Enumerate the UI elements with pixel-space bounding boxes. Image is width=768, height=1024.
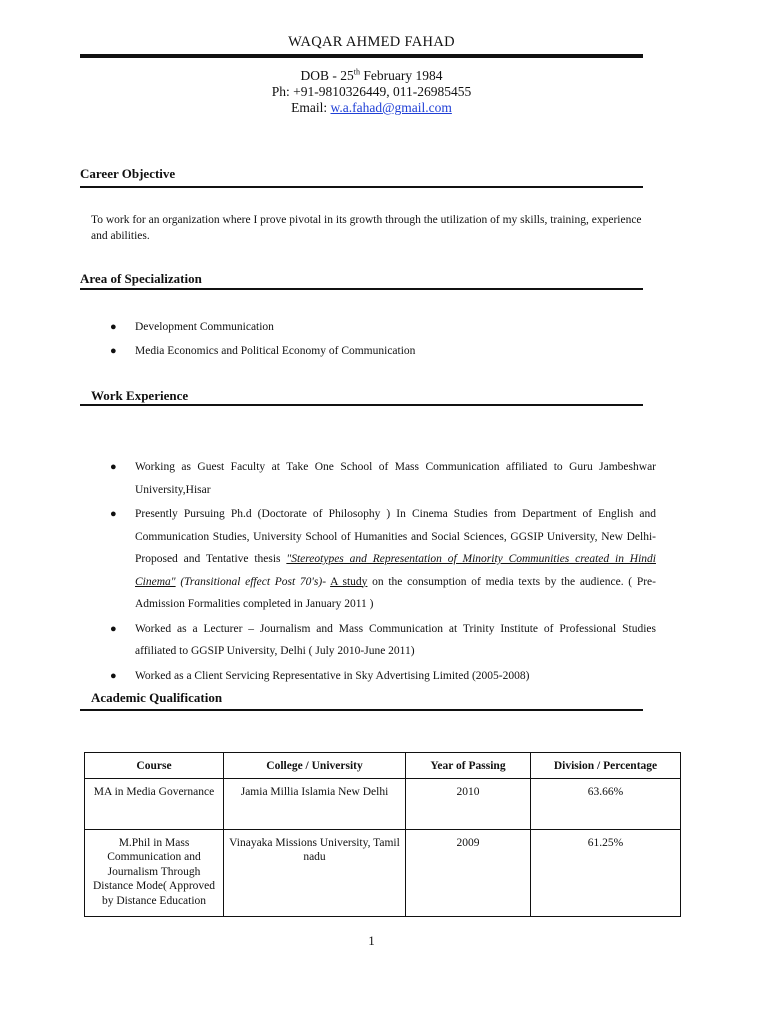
page-number: 1: [368, 933, 375, 948]
dob-prefix: DOB - 25: [300, 68, 354, 83]
list-item: ● Working as Guest Faculty at Take One School of Mass Communication affiliated to Guru Jambeshwar University,Hisar: [110, 456, 656, 501]
email-link[interactable]: w.a.fahad@gmail.com: [330, 100, 452, 115]
email-line: [80, 100, 663, 116]
study-phrase: A study: [330, 575, 368, 588]
table-cell: 2009: [406, 829, 531, 916]
thesis-title: "Stereotypes and Representation of Minority Communities created in Hindi Cinema": [135, 553, 656, 588]
column-header-year: Year of Passing: [406, 753, 531, 779]
table-cell: 2010: [406, 778, 531, 829]
dob-ordinal: th: [353, 67, 360, 77]
dob-line: [80, 68, 663, 84]
bullet-icon: ●: [110, 622, 117, 635]
work-experience-heading: Work Experience: [91, 388, 189, 403]
specialization-rule: [80, 288, 643, 290]
academic-heading: Academic Qualification: [91, 690, 223, 705]
list-item: ● Worked as a Lecturer – Journalism and Mass Communication at Trinity Institute of Professional Studies affiliated to GGSIP University, Delhi ( July 2010-June 2011): [110, 618, 656, 663]
email-label: Email:: [291, 100, 331, 115]
dob-suffix: February 1984: [360, 68, 443, 83]
table-cell: MA in Media Governance: [85, 778, 224, 829]
phone-line: Ph: +91-9810326449, 011-26985455: [271, 84, 472, 99]
table-row: [85, 829, 681, 916]
list-item: ● Media Economics and Political Economy of Communication: [110, 345, 416, 357]
bullet-icon: ●: [110, 508, 117, 520]
bullet-icon: ●: [110, 461, 117, 473]
table-cell: M.Phil in Mass Communication and Journalism Through Distance Mode( Approved by Distance Education: [85, 829, 224, 916]
table-cell: Jamia Millia Islamia New Delhi: [224, 778, 406, 829]
career-objective-heading: Career Objective: [80, 166, 176, 181]
list-item: ● Development Communication: [110, 321, 274, 333]
work-experience-list: [110, 456, 656, 689]
column-header-division: Division / Percentage: [531, 753, 681, 779]
specialization-list: [110, 319, 650, 367]
bullet-icon: ●: [110, 321, 117, 333]
contact-block: [80, 68, 663, 116]
list-item: ● Presently Pursuing Ph.d (Doctorate of Philosophy ) In Cinema Studies from Department of English and Communication Studies, University School of Humanities and Social Sciences, GGSIP University, New Delhi- Proposed and Tentative thesis "Stereotypes and Representation of Minority Communities created in Hindi Cinema" (Transitional effect Post 70's)- A study on the consumption of media texts by the audience. ( Pre-Admission Formalities completed in January 2011 ): [110, 503, 656, 616]
list-item: ● Worked as a Client Servicing Representative in Sky Advertising Limited (2005-2008): [110, 665, 656, 688]
column-header-course: Course: [85, 753, 224, 779]
table-header-row: [85, 753, 681, 779]
column-header-college: College / University: [224, 753, 406, 779]
table-cell: 61.25%: [531, 829, 681, 916]
career-objective-text: To work for an organization where I prove pivotal in its growth through the utilization of my skills, training, experience and abilities.: [91, 214, 642, 242]
header-divider: [80, 54, 643, 58]
academic-qualification-table: [84, 752, 681, 917]
bullet-icon: ●: [110, 345, 117, 357]
work-experience-rule: [80, 404, 643, 406]
table-cell: Vinayaka Missions University, Tamil nadu: [224, 829, 406, 916]
specialization-heading: Area of Specialization: [80, 271, 202, 286]
thesis-subtitle: (Transitional effect Post 70's): [180, 575, 323, 588]
table-cell: 63.66%: [531, 778, 681, 829]
career-objective-rule: [80, 186, 643, 188]
bullet-icon: ●: [110, 669, 117, 682]
academic-rule: [80, 709, 643, 711]
candidate-name: WAQAR AHMED FAHAD: [288, 34, 455, 50]
table-row: [85, 778, 681, 829]
